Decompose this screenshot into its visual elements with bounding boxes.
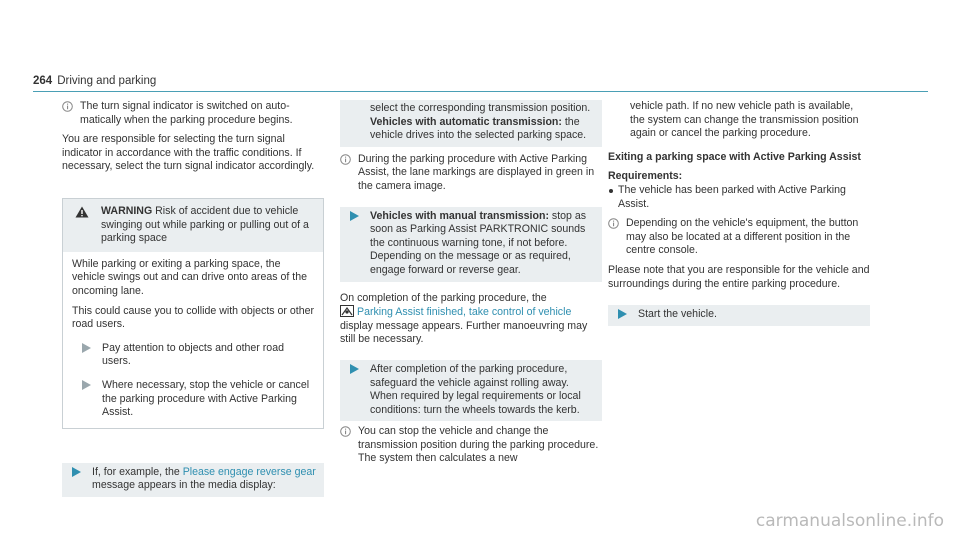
action-step-safeguard [340,360,602,421]
paragraph-responsibility: You are responsible for selecting the turn signal indicator in accordance with the traffic conditions. If necessary, select the turn signal indicator accordingly. [62,133,315,173]
warning-triangle-icon [75,206,89,218]
action-text [370,210,596,278]
para-pre: On completion of the parking procedure, the [340,291,547,304]
paragraph-completion [340,292,602,347]
requirement-item [608,184,870,211]
paragraph-responsible: Please note that you are responsible for the vehicle and surroundings during the entire parking procedure. [608,263,870,290]
play-arrow-icon [350,364,359,374]
play-arrow-icon [82,343,91,353]
play-arrow-icon [350,211,359,221]
requirement-text: The vehicle has been parked with Active Parking Assist. [618,183,846,210]
action-text: Start the vehicle. [638,308,717,321]
warning-step-1 [72,342,315,369]
section-heading: Exiting a parking space with Active Parking Assist [608,150,861,163]
bullet-dot [609,189,613,193]
note-continuation [608,100,870,141]
warning-label: WARNING [101,204,153,217]
para-post: display message appears. Further manoeuvring may still be necessary. [340,319,588,346]
warning-headline: Risk of accident due to vehicle swinging out while parking or pulling out of a parking space [101,204,309,245]
action-body: stop as soon as Parking Assist PARKTRONIC sounds the continuous warning tone, if not before. Depending on the message or as required, engage forward or reverse gear. [370,209,587,276]
warning-box [62,198,324,429]
column-3 [608,100,870,326]
action-bold-label: Vehicles with manual transmission: [370,209,549,222]
page-header [33,75,156,89]
play-arrow-icon [72,467,81,477]
note-text: During the parking procedure with Active Parking Assist, the lane markings are displayed in green in the camera image. [358,152,595,192]
box-bold-label: Vehicles with automatic transmission: [370,115,562,128]
parking-assist-icon [340,305,354,317]
note-lane-markings [340,153,602,194]
info-icon [340,154,351,165]
info-icon [608,218,619,229]
action-text [92,466,318,493]
warning-text-1: While parking or exiting a parking space, the vehicle swings out and can drive onto areas of the oncoming lane. [72,257,307,297]
box-text: select the corresponding transmission position. [370,102,591,114]
message-link-reverse-gear: Please engage reverse gear [182,465,316,478]
action-step-continued [340,100,602,147]
note-button-location [608,217,870,258]
box-post-text: the vehicle drives into the selected parking space. [370,115,587,142]
action-step-start-vehicle [608,305,870,326]
continuation-text: vehicle path. If no new vehicle path is available, the system can change the transmission position again or cancel the parking procedure. [630,100,859,140]
warning-body [63,252,323,428]
watermark: carmanualsonline.info [755,511,944,532]
warning-text-2: This could cause you to collide with objects or other road users. [72,304,315,331]
note-text: Depending on the vehicle's equipment, the button may also be located at a different position in the centre console. [626,217,859,257]
column-2 [340,100,602,466]
warning-step-text: Pay attention to objects and other road users. [102,341,284,368]
header-rule [33,91,928,92]
warning-step-text: Where necessary, stop the vehicle or cancel the parking procedure with Active Parking Assist. [102,378,310,419]
message-link-parking-finished: Parking Assist finished, take control of vehicle [357,306,572,319]
action-text: After completion of the parking procedure, safeguard the vehicle against rolling away. When required by legal requirements or local conditions: turn the wheels towards the kerb. [370,362,581,416]
note-stop-vehicle [340,425,602,466]
info-icon [62,101,73,112]
section-title: Driving and parking [57,75,157,87]
box-automatic [370,116,596,143]
page-number: 264 [33,75,53,87]
action-step-reverse-gear [62,463,324,497]
note-turn-signal [62,100,324,127]
action-step-manual-transmission [340,207,602,282]
warning-step-2 [72,379,315,420]
action-text-pre: If, for example, the [92,465,183,478]
warning-header [63,199,323,252]
note-text: The turn signal indicator is switched on automatically when the parking procedure begins. [80,100,293,126]
column-1 [62,100,324,497]
action-text-post: message appears in the media display: [92,479,276,492]
info-icon [340,426,351,437]
note-text: You can stop the vehicle and change the transmission position during the parking procedure. The system then calculates a new [358,425,599,465]
play-arrow-icon [618,309,627,319]
requirements-label: Requirements: [608,170,683,183]
play-arrow-icon [82,380,91,390]
